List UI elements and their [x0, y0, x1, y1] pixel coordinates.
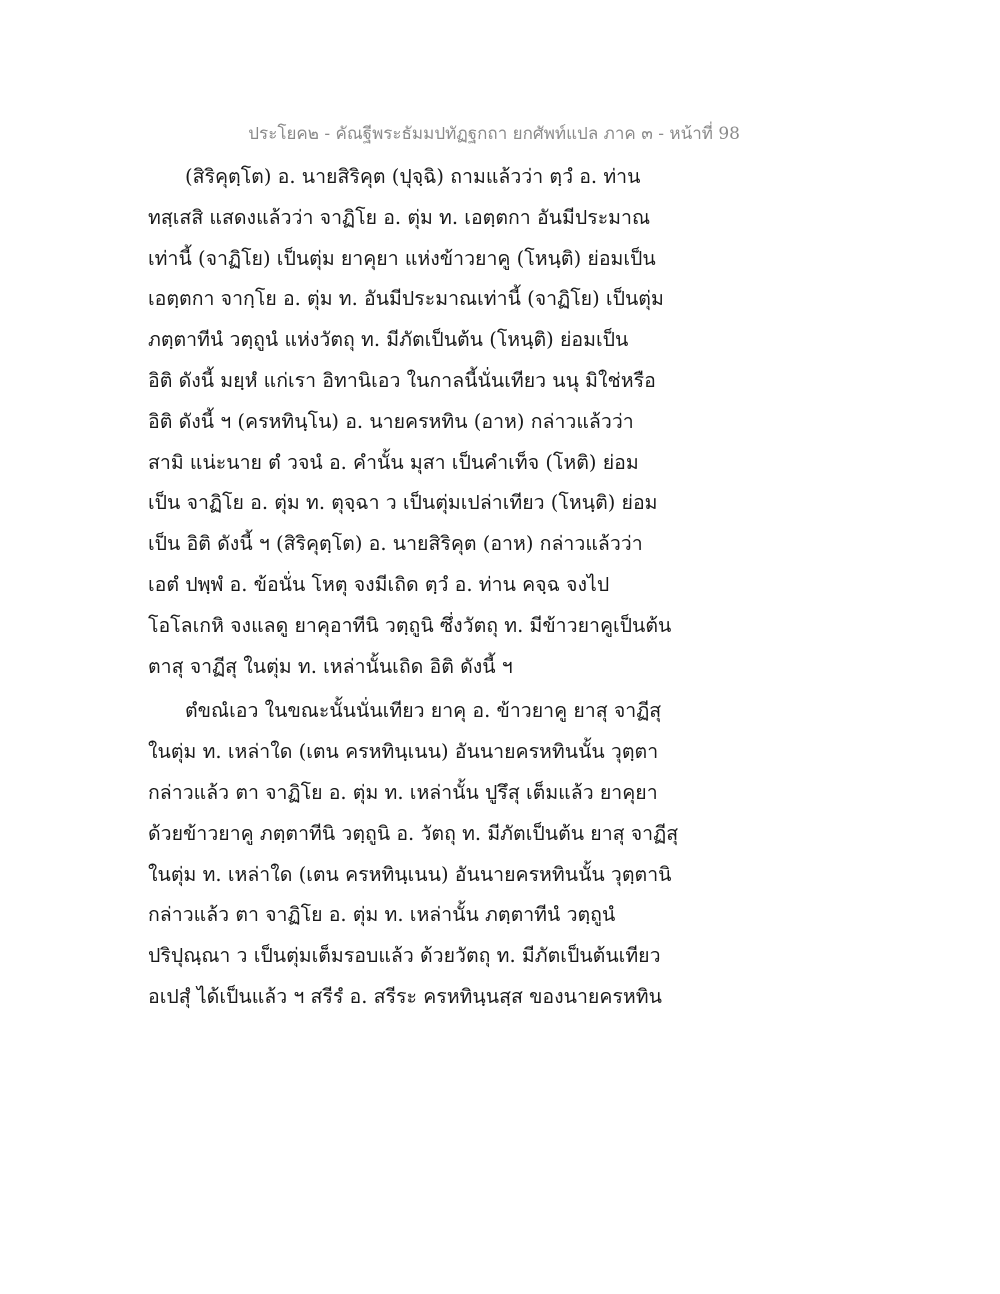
text-line: ด้วยข้าวยาคู ภตฺตาทีนิ วตฺถูนิ อ. วัตถุ ท. มีภัตเป็นต้น ยาสุ จาฏีสุ	[148, 821, 679, 845]
text-line: เป็น จาฏิโย อ. ตุ่ม ท. ตุจฺฉา ว เป็นตุ่มเปล่าเทียว (โหนฺติ) ย่อม	[148, 491, 658, 515]
text-line: กล่าวแล้ว ตา จาฏิโย อ. ตุ่ม ท. เหล่านั้น ภตฺตาทีนํ วตฺถูนํ	[148, 903, 616, 927]
text-line: อิติ ดังนี้ มยฺหํ แก่เรา อิทานิเอว ในกาลนี้นั่นเทียว นนุ มิใช่หรือ	[148, 368, 656, 392]
text-line: อเปสุํ ได้เป็นแล้ว ฯ สรีรํ อ. สรีระ ครหทินฺนสฺส ของนายครหทิน	[148, 984, 662, 1008]
text-line: (สิริคุตฺโต) อ. นายสิริคุต (ปุจฺฉิ) ถามแล้วว่า ตฺวํ อ. ท่าน	[185, 165, 641, 188]
text-line: ในตุ่ม ท. เหล่าใด (เตน ครหทินฺเนน) อันนายครหทินนั้น วุตฺตานิ	[148, 862, 672, 886]
paragraph-2	[148, 691, 678, 1017]
paragraph-1	[148, 157, 678, 687]
text-line: ปริปุณฺณา ว เป็นตุ่มเต็มรอบแล้ว ด้วยวัตถุ ท. มีภัตเป็นต้นเทียว	[148, 944, 661, 968]
text-line: โอโลเกหิ จงแลดู ยาคุอาทีนิ วตฺถูนิ ซึ่งวัตถุ ท. มีข้าวยาคูเป็นต้น	[148, 613, 672, 637]
text-line: เป็น อิติ ดังนี้ ฯ (สิริคุตฺโต) อ. นายสิริคุต (อาห) กล่าวแล้วว่า	[148, 532, 643, 556]
text-line: เอตํ ปพฺพํ อ. ข้อนั่น โหตุ จงมีเถิด ตฺวํ อ. ท่าน คจฺฉ จงไป	[148, 572, 610, 596]
text-line: ภตฺตาทีนํ วตฺถูนํ แห่งวัตถุ ท. มีภัตเป็นต้น (โหนฺติ) ย่อมเป็น	[148, 328, 629, 352]
text-line: อิติ ดังนี้ ฯ (ครหทินฺโน) อ. นายครหทิน (อาห) กล่าวแล้วว่า	[148, 409, 634, 433]
text-line: ในตุ่ม ท. เหล่าใด (เตน ครหทินฺเนน) อันนายครหทินนั้น วุตฺตา	[148, 740, 659, 764]
text-line: เอตฺตกา จากฺโย อ. ตุ่ม ท. อันมีประมาณเท่านี้ (จาฏิโย) เป็นตุ่ม	[148, 287, 664, 311]
text-line: กล่าวแล้ว ตา จาฏิโย อ. ตุ่ม ท. เหล่านั้น ปูรึสุ เต็มแล้ว ยาคุยา	[148, 780, 658, 804]
text-line: สามิ แน่ะนาย ตํ วจนํ อ. คำนั้น มุสา เป็นคำเท็จ (โหติ) ย่อม	[148, 450, 639, 474]
text-line: เท่านี้ (จาฏิโย) เป็นตุ่ม ยาคุยา แห่งข้าวยาคู (โหนฺติ) ย่อมเป็น	[148, 246, 656, 270]
running-header: ประโยค๒ - คัณฐีพระธัมมปทัฏฐกถา ยกศัพท์แปล ภาค ๓ - หน้าที่ 98	[248, 124, 740, 144]
text-line: ตํขณํเอว ในขณะนั้นนั่นเทียว ยาคุ อ. ข้าวยาคู ยาสุ จาฏีสุ	[185, 699, 662, 723]
body-text	[148, 157, 678, 1018]
text-line: ตาสุ จาฏีสุ ในตุ่ม ท. เหล่านั้นเถิด อิติ ดังนี้ ฯ	[148, 654, 513, 678]
text-line: ทสฺเสสิ แสดงแล้วว่า จาฏิโย อ. ตุ่ม ท. เอตฺตกา อันมีประมาณ	[148, 205, 651, 229]
